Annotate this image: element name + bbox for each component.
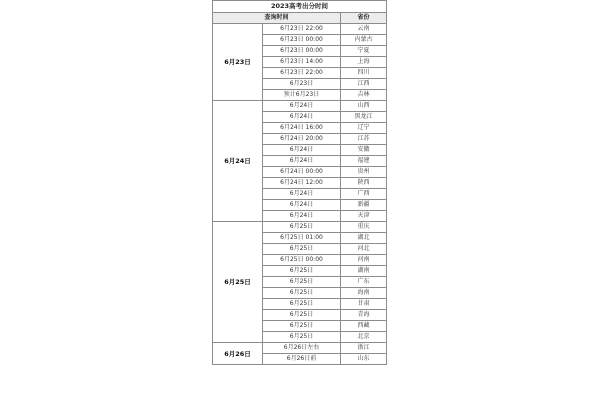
province-cell: 山东: [341, 354, 387, 365]
province-cell: 新疆: [341, 200, 387, 211]
query-time-cell: 6月26日左右: [263, 343, 341, 354]
date-group-cell: 6月25日: [213, 222, 263, 343]
query-time-cell: 6月23日 22:00: [263, 24, 341, 35]
query-time-cell: 预计6月23日: [263, 90, 341, 101]
province-cell: 重庆: [341, 222, 387, 233]
province-cell: 内蒙古: [341, 35, 387, 46]
query-time-cell: 6月23日 22:00: [263, 68, 341, 79]
province-cell: 吉林: [341, 90, 387, 101]
query-time-cell: 6月24日: [263, 101, 341, 112]
query-time-cell: 6月25日: [263, 222, 341, 233]
query-time-cell: 6月24日 16:00: [263, 123, 341, 134]
province-cell: 辽宁: [341, 123, 387, 134]
province-cell: 福建: [341, 156, 387, 167]
query-time-cell: 6月24日 12:00: [263, 178, 341, 189]
table-header-row: [213, 13, 387, 24]
date-group-cell: 6月24日: [213, 101, 263, 222]
query-time-cell: 6月24日 00:00: [263, 167, 341, 178]
province-cell: 陕西: [341, 178, 387, 189]
province-cell: 上海: [341, 57, 387, 68]
province-cell: 江苏: [341, 134, 387, 145]
province-cell: 河北: [341, 244, 387, 255]
query-time-cell: 6月25日 01:00: [263, 233, 341, 244]
province-cell: 云南: [341, 24, 387, 35]
query-time-cell: 6月25日: [263, 277, 341, 288]
header-province: 省份: [341, 13, 387, 24]
province-cell: 海南: [341, 288, 387, 299]
query-time-cell: 6月24日: [263, 200, 341, 211]
province-cell: 天津: [341, 211, 387, 222]
province-cell: 江西: [341, 79, 387, 90]
score-release-table-wrapper: [212, 0, 386, 365]
date-group-cell: 6月23日: [213, 24, 263, 101]
table-row: [213, 222, 387, 233]
query-time-cell: 6月24日 20:00: [263, 134, 341, 145]
province-cell: 山西: [341, 101, 387, 112]
table-row: [213, 101, 387, 112]
table-title: 2023高考出分时间: [213, 1, 387, 13]
province-cell: 西藏: [341, 321, 387, 332]
query-time-cell: 6月23日 14:00: [263, 57, 341, 68]
query-time-cell: 6月24日: [263, 189, 341, 200]
query-time-cell: 6月24日: [263, 156, 341, 167]
table-row: [213, 343, 387, 354]
province-cell: 青海: [341, 310, 387, 321]
query-time-cell: 6月24日: [263, 145, 341, 156]
query-time-cell: 6月25日: [263, 244, 341, 255]
query-time-cell: 6月25日: [263, 266, 341, 277]
query-time-cell: 6月25日: [263, 332, 341, 343]
province-cell: 甘肃: [341, 299, 387, 310]
province-cell: 宁夏: [341, 46, 387, 57]
table-row: [213, 24, 387, 35]
province-cell: 湖南: [341, 266, 387, 277]
province-cell: 广西: [341, 189, 387, 200]
score-release-table: [212, 0, 387, 365]
query-time-cell: 6月24日: [263, 211, 341, 222]
query-time-cell: 6月25日 00:00: [263, 255, 341, 266]
query-time-cell: 6月24日: [263, 112, 341, 123]
header-query-time: 查询时间: [213, 13, 341, 24]
query-time-cell: 6月23日 00:00: [263, 46, 341, 57]
query-time-cell: 6月25日: [263, 288, 341, 299]
query-time-cell: 6月25日: [263, 310, 341, 321]
province-cell: 四川: [341, 68, 387, 79]
query-time-cell: 6月26日前: [263, 354, 341, 365]
province-cell: 广东: [341, 277, 387, 288]
query-time-cell: 6月23日: [263, 79, 341, 90]
province-cell: 安徽: [341, 145, 387, 156]
query-time-cell: 6月25日: [263, 299, 341, 310]
table-body: [213, 24, 387, 365]
province-cell: 黑龙江: [341, 112, 387, 123]
query-time-cell: 6月23日 00:00: [263, 35, 341, 46]
date-group-cell: 6月26日: [213, 343, 263, 365]
province-cell: 湖北: [341, 233, 387, 244]
province-cell: 河南: [341, 255, 387, 266]
province-cell: 浙江: [341, 343, 387, 354]
province-cell: 贵州: [341, 167, 387, 178]
province-cell: 北京: [341, 332, 387, 343]
query-time-cell: 6月25日: [263, 321, 341, 332]
